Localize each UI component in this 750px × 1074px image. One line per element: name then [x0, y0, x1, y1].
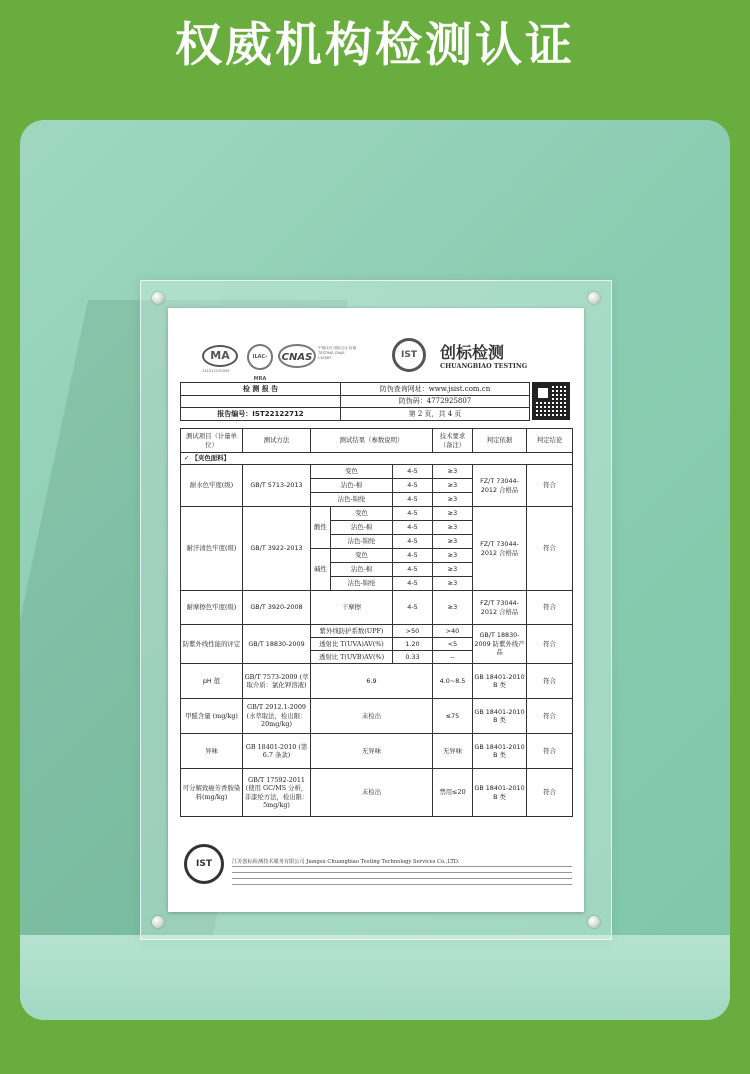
page-title: 权威机构检测认证 [175, 18, 575, 73]
row-req: 禁用≤20 [433, 769, 473, 817]
row-basis: GB 18401-2010 B 类 [473, 699, 527, 734]
row-value: 未检出 [311, 699, 433, 734]
sub-label: 沾色-棉 [331, 563, 393, 577]
sub-req: ≥3 [433, 577, 473, 591]
ist-seal-icon: IST [184, 844, 224, 884]
sub-label: 变色 [331, 549, 393, 563]
sub-req: ≥3 [433, 591, 473, 625]
footer-fine-print-line [232, 872, 572, 873]
row-item: pH 值 [181, 664, 243, 699]
row-conclusion: 符合 [527, 664, 573, 699]
sub-req: ≥3 [433, 535, 473, 549]
row-conclusion: 符合 [527, 699, 573, 734]
row-basis: GB/T 18830-2009 防紫外线产品 [473, 625, 527, 664]
acid-label: 酸性 [311, 507, 331, 549]
sub-value: 4-5 [393, 535, 433, 549]
sub-req: ≥3 [433, 521, 473, 535]
sub-req: ≥3 [433, 549, 473, 563]
sub-label: 沾色-锦纶 [331, 577, 393, 591]
category-row: ✓ 【夹色面料】 [181, 453, 573, 465]
screw-icon [152, 916, 164, 928]
row-item: 防紫外线性能的评定 [181, 625, 243, 664]
ilac-logo-icon: ILAC-MRA [247, 344, 273, 370]
row-method: GB/T 18830-2009 [243, 625, 311, 664]
row-item: 异味 [181, 734, 243, 769]
sub-label: 变色 [331, 507, 393, 521]
sub-req: ≥3 [433, 507, 473, 521]
row-item: 耐水色牢度(级) [181, 465, 243, 507]
row-item: 耐摩擦色牢度(级) [181, 591, 243, 625]
footer-fine-print-line [232, 866, 572, 867]
sub-label: 透射比 T(UVA)AV(%) [311, 638, 393, 651]
report-footer [180, 838, 572, 902]
brand-name-cn: 创标检测 [440, 343, 505, 362]
row-req: ≤75 [433, 699, 473, 734]
sub-value: 4-5 [393, 591, 433, 625]
alkali-label: 碱性 [311, 549, 331, 591]
sub-label: 沾色-锦纶 [331, 535, 393, 549]
row-conclusion: 符合 [527, 769, 573, 817]
row-basis: FZ/T 73044-2012 合格品 [473, 507, 527, 591]
cma-logo-icon: MA [202, 345, 238, 367]
report-meta-table [180, 382, 530, 421]
row-method: GB/T 5713-2013 [243, 465, 311, 507]
report-header [168, 308, 584, 380]
sub-label: 透射比 T(UVB)AV(%) [311, 651, 393, 664]
shelf-ledge [20, 935, 730, 1020]
row-basis: FZ/T 73044-2012 合格品 [473, 465, 527, 507]
row-basis: GB 18401-2010 B 类 [473, 734, 527, 769]
sub-value: 4-5 [393, 563, 433, 577]
row-value: 未检出 [311, 769, 433, 817]
row-req: 无异味 [433, 734, 473, 769]
row-conclusion: 符合 [527, 591, 573, 625]
cma-code: 131012120009 [202, 369, 230, 373]
qr-code-icon [532, 382, 570, 420]
col-header-conclusion: 判定结论 [527, 429, 573, 453]
sub-req: ≥3 [433, 493, 473, 507]
footer-fine-print-line [232, 878, 572, 879]
row-method: GB/T 17592-2011 (使用 GC/MS 分析，非漆纶方法，检出限：5mg/kg) [243, 769, 311, 817]
col-header-result: 测试结果（参数说明） [311, 429, 433, 453]
report-title: 检 测 报 告 [181, 383, 341, 396]
row-method: GB/T 3922-2013 [243, 507, 311, 591]
row-conclusion: 符合 [527, 507, 573, 591]
screw-icon [588, 916, 600, 928]
sub-value: 4-5 [393, 493, 433, 507]
results-table [180, 428, 573, 817]
sub-value: 0.33 [393, 651, 433, 664]
anti-fake-code: 防伪码：4772925807 [341, 395, 530, 408]
brand-name-en: CHUANGBIAO TESTING [440, 362, 528, 370]
sub-label: 变色 [311, 465, 393, 479]
meta-spacer [181, 395, 341, 408]
cnas-note: 中国认可 国际互认 检测 TESTING CNAS L10567 [318, 346, 357, 360]
sub-value: 4-5 [393, 521, 433, 535]
sub-value: 4-5 [393, 507, 433, 521]
sub-req: <5 [433, 638, 473, 651]
row-item: 可分解致癌芳香胺染料(mg/kg) [181, 769, 243, 817]
row-method: GB/T 3920-2008 [243, 591, 311, 625]
row-value: 6.9 [311, 664, 433, 699]
row-basis: GB 18401-2010 B 类 [473, 664, 527, 699]
anti-fake-site: 防伪查询网址：www.jsist.com.cn [341, 383, 530, 396]
col-header-basis: 判定依据 [473, 429, 527, 453]
footer-fine-print-line [232, 884, 572, 885]
sub-value: 1.20 [393, 638, 433, 651]
test-report-document [168, 308, 584, 912]
sub-value: 4-5 [393, 549, 433, 563]
sub-label: 紫外线防护系数(UPF) [311, 625, 393, 638]
sub-req: ≥3 [433, 479, 473, 493]
row-item: 耐汗渍色牢度(级) [181, 507, 243, 591]
company-name: 江苏创标检测技术服务有限公司 Jiangsu Chuangbiao Testing Technology Services Co.,LTD. [232, 859, 460, 865]
row-conclusion: 符合 [527, 625, 573, 664]
col-header-requirement: 技术要求（备注） [433, 429, 473, 453]
sub-req: ≥3 [433, 465, 473, 479]
col-header-item: 测试项目（计量单位） [181, 429, 243, 453]
page-indicator: 第 2 页，共 4 页 [341, 408, 530, 421]
sub-label: 沾色-锦纶 [311, 493, 393, 507]
row-conclusion: 符合 [527, 734, 573, 769]
row-req: 4.0~8.5 [433, 664, 473, 699]
sub-value: >50 [393, 625, 433, 638]
sub-label: 干摩擦 [311, 591, 393, 625]
sub-req: ≥3 [433, 563, 473, 577]
row-conclusion: 符合 [527, 465, 573, 507]
col-header-method: 测试方法 [243, 429, 311, 453]
screw-icon [588, 292, 600, 304]
row-method: GB/T 7573-2009 (萃取介质：氯化钾溶液) [243, 664, 311, 699]
row-basis: FZ/T 73044-2012 合格品 [473, 591, 527, 625]
sub-req: >40 [433, 625, 473, 638]
row-item: 甲醛含量 (mg/kg) [181, 699, 243, 734]
cnas-logo-icon: CNAS [278, 344, 316, 368]
row-basis: GB 18401-2010 B 类 [473, 769, 527, 817]
report-number: 报告编号：IST22122712 [181, 408, 341, 421]
row-value: 无异味 [311, 734, 433, 769]
sub-label: 沾色-棉 [311, 479, 393, 493]
sub-value: 4-5 [393, 577, 433, 591]
sub-value: 4-5 [393, 479, 433, 493]
screw-icon [152, 292, 164, 304]
sub-req: -- [433, 651, 473, 664]
ist-logo-icon: IST [392, 338, 426, 372]
row-method: GB 18401-2010 (第 6.7 条款) [243, 734, 311, 769]
sub-label: 沾色-棉 [331, 521, 393, 535]
row-method: GB/T 2912.1-2009 (水萃取法，检出限：20mg/kg) [243, 699, 311, 734]
sub-value: 4-5 [393, 465, 433, 479]
